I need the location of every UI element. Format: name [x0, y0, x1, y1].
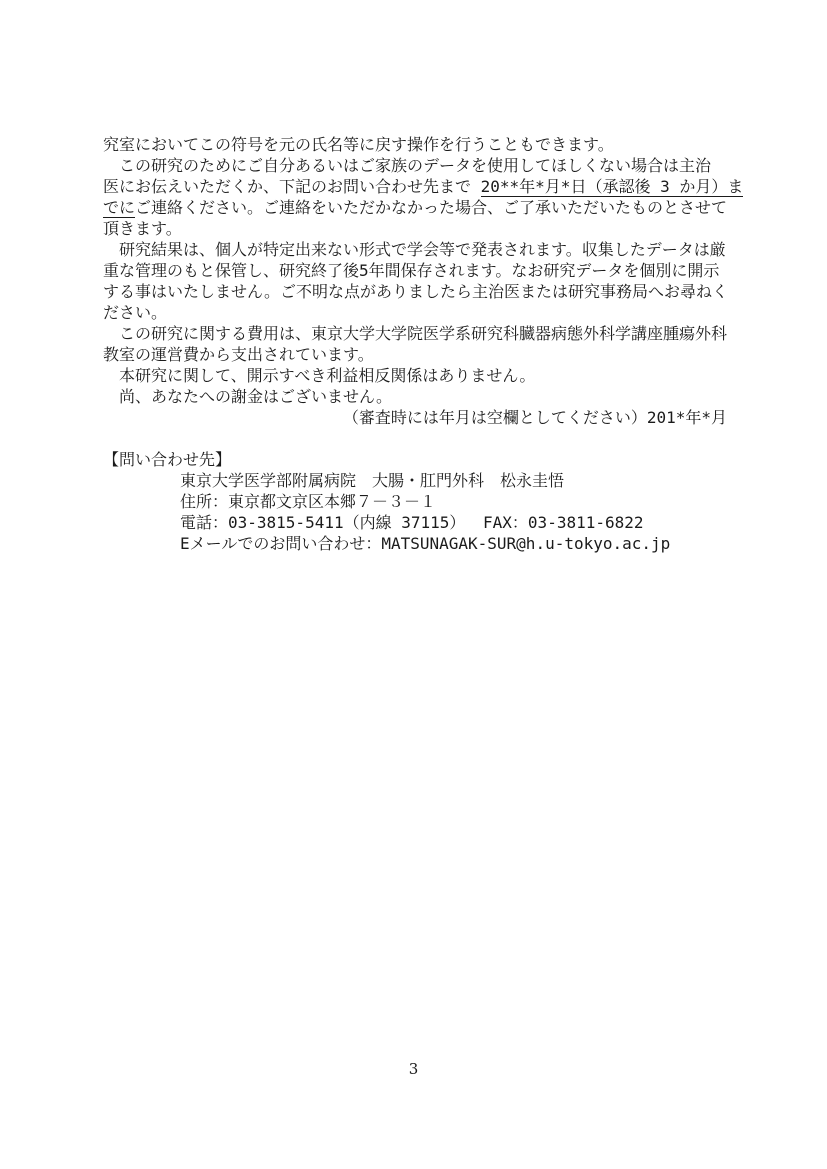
body-line: この研究のためにご自分あるいはご家族のデータを使用してほしくない場合は主治 — [103, 156, 712, 175]
body-text: 医にお伝えいただくか、下記のお問い合わせ先まで — [103, 177, 481, 196]
body-line: 頂きます。 — [103, 219, 182, 238]
body-line: 重な管理のもと保管し、研究終了後5年間保存されます。なお研究データを個別に開示 — [103, 261, 720, 280]
body-line: ださい。 — [103, 303, 168, 322]
body-line: する事はいたしません。ご不明な点がありましたら主治医または研究事務局へお尋ねく — [103, 282, 728, 301]
contact-phone-fax: 電話：03-3815-5411（内線 37115） FAX：03-3811-6822 — [180, 513, 644, 532]
body-line: 研究結果は、個人が特定出来ない形式で学会等で発表されます。収集したデータは厳 — [103, 240, 726, 259]
body-line — [103, 176, 744, 197]
body-text: ご連絡ください。ご連絡をいただかなかった場合、ご了承いただいたものとさせて — [135, 198, 728, 217]
deadline-underlined-text: でに — [103, 198, 136, 217]
contact-organization: 東京大学医学部附属病院 大腸・肛門外科 松永圭悟 — [180, 471, 565, 490]
blank-line — [103, 428, 727, 449]
review-note: （審査時には年月は空欄としてください）201*年*月 — [342, 408, 727, 427]
body-line: 教室の運営費から支出されています。 — [103, 345, 374, 364]
body-line: 本研究に関して、開示すべき利益相反関係はありません。 — [103, 366, 536, 385]
contact-heading: 【問い合わせ先】 — [103, 450, 232, 469]
body-line: この研究に関する費用は、東京大学大学院医学系研究科臓器病態外科学講座腫瘍外科 — [103, 324, 728, 343]
body-line: 究室においてこの符号を元の氏名等に戻す操作を行うこともできます。 — [103, 135, 614, 154]
body-line — [103, 197, 727, 218]
body-line: 尚、あなたへの謝金はございません。 — [103, 387, 392, 406]
contact-email: Eメールでのお問い合わせ：MATSUNAGAK-SUR@h.u-tokyo.ac.jp — [180, 534, 671, 553]
page-number: 3 — [408, 1060, 419, 1078]
contact-address: 住所：東京都文京区本郷７－３－１ — [180, 492, 437, 511]
document-body — [103, 134, 744, 554]
deadline-underlined-text: 20**年*月*日（承認後 3 か月）ま — [480, 177, 744, 196]
